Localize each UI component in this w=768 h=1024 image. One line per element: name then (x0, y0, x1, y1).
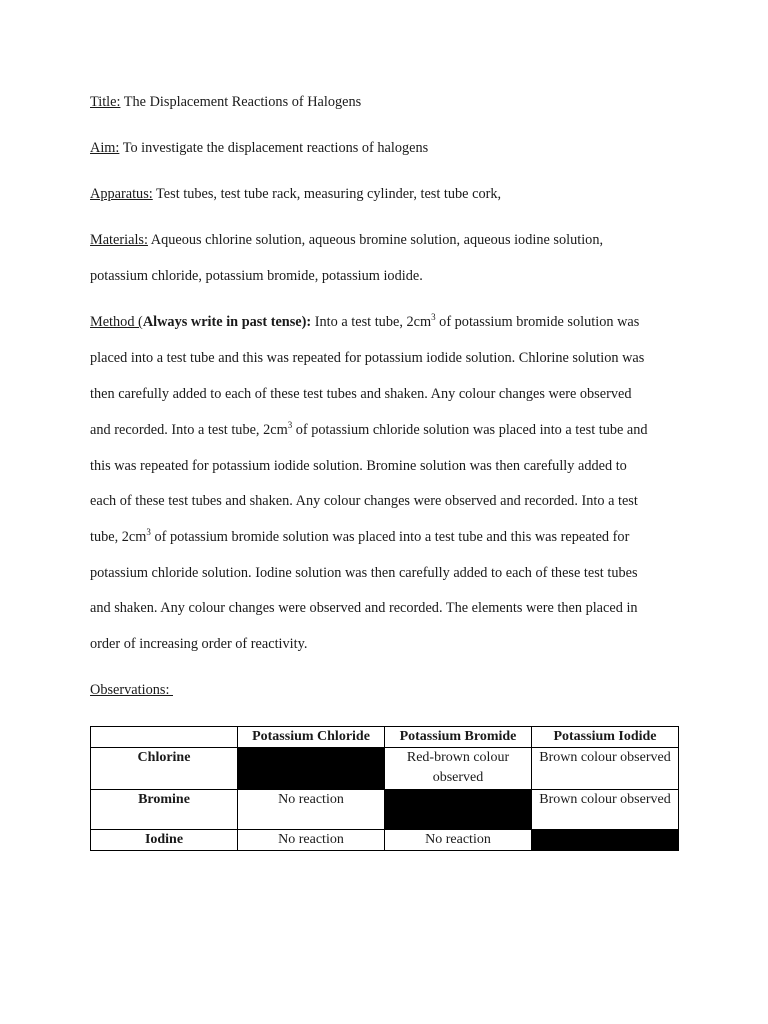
method-text-3: then carefully added to each of these test tubes and shaken. Any colour changes were observed (90, 386, 632, 402)
materials-label: Materials: (90, 232, 148, 248)
method-line-2 (90, 350, 644, 367)
method-text-7a: tube, 2cm (90, 529, 147, 545)
method-text-8: potassium chloride solution. Iodine solution was then carefully added to each of these test tubes (90, 565, 638, 581)
table-cell: No reaction (238, 830, 385, 851)
title-line (90, 94, 361, 111)
row-header: Chlorine (91, 748, 238, 790)
table-corner-cell (91, 727, 238, 748)
method-line-9 (90, 600, 638, 617)
title-text: The Displacement Reactions of Halogens (120, 94, 362, 110)
observations-table (90, 726, 679, 851)
method-text-10: order of increasing order of reactivity. (90, 636, 308, 652)
apparatus-line (90, 186, 501, 203)
method-text-2: placed into a test tube and this was repeated for potassium iodide solution. Chlorine solution was (90, 350, 645, 366)
superscript-3: 3 (431, 312, 436, 322)
apparatus-text: Test tubes, test tube rack, measuring cylinder, test tube cork, (152, 186, 502, 202)
blacked-out-cell (532, 830, 679, 851)
row-header: Bromine (91, 790, 238, 830)
table-cell: Red-brown colour observed (385, 748, 532, 790)
aim-text: To investigate the displacement reactions of halogens (119, 140, 429, 156)
method-text-9: and shaken. Any colour changes were observed and recorded. The elements were then placed in (90, 600, 638, 616)
method-line-6 (90, 493, 638, 510)
row-header: Iodine (91, 830, 238, 851)
method-line-5 (90, 458, 627, 475)
title-label: Title: (90, 94, 121, 110)
blacked-out-cell (238, 748, 385, 790)
method-label: Method ( (90, 314, 143, 330)
materials-line-1 (90, 232, 603, 249)
method-line-4 (90, 422, 648, 439)
materials-line-2 (90, 268, 423, 285)
superscript-3: 3 (146, 527, 151, 537)
table-cell: Brown colour observed (532, 790, 679, 830)
column-header: Potassium Chloride (238, 727, 385, 748)
aim-line (90, 140, 428, 157)
method-line-10 (90, 636, 307, 653)
superscript-3: 3 (287, 420, 293, 430)
method-text-4a: and recorded. Into a test tube, 2cm (90, 422, 288, 438)
table-header-row (91, 727, 679, 748)
method-bold-note: Always write in past tense): (142, 314, 312, 330)
method-line-1 (90, 314, 639, 331)
method-text-4b: of potassium chloride solution was placed into a test tube and (292, 422, 648, 438)
table-row-iodine (91, 830, 679, 851)
method-text-5: this was repeated for potassium iodide solution. Bromine solution was then carefully added to (90, 458, 627, 474)
observations-heading (90, 682, 173, 699)
method-line-3 (90, 386, 632, 403)
apparatus-label: Apparatus: (90, 186, 153, 202)
materials-text-1: Aqueous chlorine solution, aqueous bromine solution, aqueous iodine solution, (147, 232, 604, 248)
aim-label: Aim: (90, 140, 120, 156)
table-cell: Brown colour observed (532, 748, 679, 790)
method-line-8 (90, 565, 638, 582)
method-text-7b: of potassium bromide solution was placed into a test tube and this was repeated for (150, 529, 630, 545)
table-row-bromine (91, 790, 679, 830)
method-text-1a: Into a test tube, 2cm (311, 314, 432, 330)
observations-label: Observations: (90, 682, 173, 698)
blacked-out-cell (385, 790, 532, 830)
table-row-chlorine (91, 748, 679, 790)
table-cell: No reaction (238, 790, 385, 830)
column-header: Potassium Iodide (532, 727, 679, 748)
method-text-1b: of potassium bromide solution was (435, 314, 640, 330)
materials-text-2: potassium chloride, potassium bromide, potassium iodide. (90, 268, 423, 284)
column-header: Potassium Bromide (385, 727, 532, 748)
table-cell: No reaction (385, 830, 532, 851)
method-text-6: each of these test tubes and shaken. Any colour changes were observed and recorded. Into a test (90, 493, 638, 509)
method-line-7 (90, 529, 629, 546)
